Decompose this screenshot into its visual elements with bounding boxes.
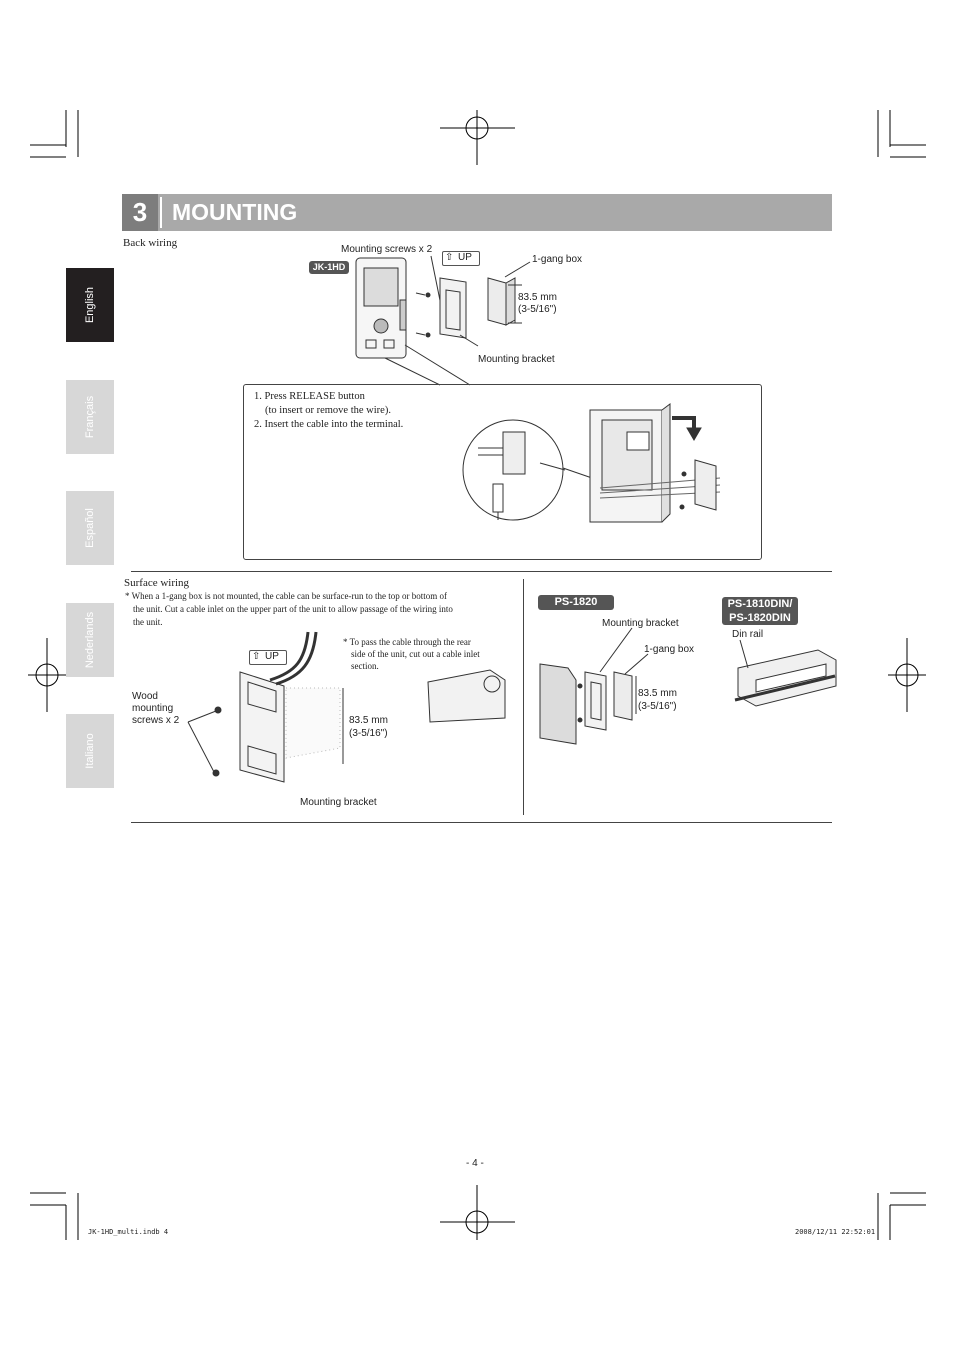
dimension-mm: 83.5 mm (518, 292, 557, 303)
surface-dimension-mm: 83.5 mm (349, 715, 388, 726)
wood-line3: screws x 2 (132, 715, 180, 726)
dimension-in: (3-5/16") (518, 304, 557, 315)
up-label: UP (458, 252, 472, 263)
section-title: MOUNTING (172, 199, 298, 225)
tab-label: Français (84, 395, 96, 439)
separator-bottom (131, 822, 832, 823)
tab-label: English (84, 286, 96, 324)
step2: 2. Insert the cable into the terminal. (254, 419, 404, 430)
ps-gang-box-label: 1-gang box (644, 644, 695, 655)
model-badge: JK-1HD (309, 261, 349, 274)
step1-line2: (to insert or remove the wire). (265, 405, 391, 416)
wood-line1: Wood (132, 691, 158, 702)
up-arrow-icon: ⇧ (252, 651, 261, 662)
din-badge-line1: PS-1810DIN/ (727, 598, 793, 610)
section-number: 3 (122, 194, 158, 231)
wood-line2: mounting (132, 703, 174, 714)
ps-dimension-mm: 83.5 mm (638, 688, 677, 699)
bracket-label: Mounting bracket (478, 354, 555, 365)
print-timestamp: 2008/12/11 22:52:01 (795, 1228, 876, 1236)
rear-note-line1: * To pass the cable through the rear (343, 637, 471, 647)
file-name: JK-1HD_multi.indb 4 (88, 1228, 169, 1236)
surface-note-line2: the unit. Cut a cable inlet on the upper part of the unit to allow passage of the wiring into (133, 604, 453, 614)
tab-label: Italiano (84, 733, 96, 769)
din-badge-line2: PS-1820DIN (729, 612, 791, 624)
tab-label: Nederlands (84, 611, 96, 669)
surface-dimension-in: (3-5/16") (349, 728, 388, 739)
step1-line1: 1. Press RELEASE button (254, 391, 365, 402)
surface-up-label: UP (265, 651, 279, 662)
rear-note-line2: side of the unit, cut out a cable inlet (351, 649, 480, 659)
page-number: - 4 - (466, 1158, 484, 1169)
ps-dimension-in: (3-5/16") (638, 701, 677, 712)
surface-bracket-label: Mounting bracket (300, 797, 377, 808)
tab-label: Español (84, 508, 96, 548)
surface-note-line3: the unit. (133, 617, 163, 627)
back-wiring-heading: Back wiring (123, 237, 178, 249)
screws-label: Mounting screws x 2 (341, 244, 433, 255)
din-rail-label: Din rail (732, 629, 764, 640)
ps1820-badge: PS-1820 (538, 595, 614, 610)
gang-box-label: 1-gang box (532, 254, 583, 265)
ps-bracket-label: Mounting bracket (602, 618, 679, 629)
up-arrow-icon: ⇧ (445, 252, 454, 263)
surface-note-line1: * When a 1-gang box is not mounted, the cable can be surface-run to the top or bottom of (125, 591, 447, 601)
rear-note-line3: section. (351, 661, 379, 671)
surface-wiring-heading: Surface wiring (124, 577, 190, 589)
